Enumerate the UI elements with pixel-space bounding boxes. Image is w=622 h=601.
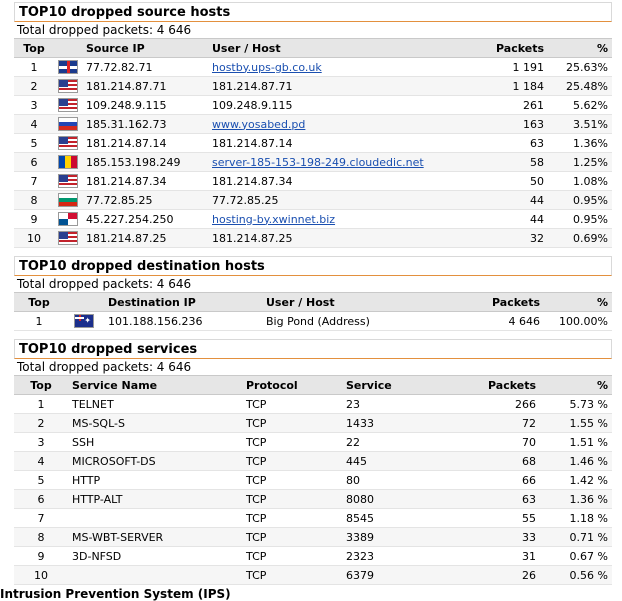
packet-count: 72 [460, 414, 540, 433]
packet-count: 261 [472, 96, 548, 115]
services-section [14, 339, 612, 585]
host-link[interactable]: hosting-by.xwinnet.biz [212, 212, 336, 226]
service-name: SSH [68, 433, 242, 452]
source-ip: 181.214.87.71 [82, 77, 208, 96]
service-name: MS-SQL-S [68, 414, 242, 433]
protocol: TCP [242, 452, 342, 471]
host-cell [208, 115, 472, 134]
packet-count: 163 [472, 115, 548, 134]
host-cell [208, 210, 472, 229]
rank: 4 [14, 452, 68, 471]
flag-au-icon [74, 314, 94, 328]
service-name: 3D-NFSD [68, 547, 242, 566]
source-ip: 181.214.87.34 [82, 172, 208, 191]
rank: 6 [14, 153, 54, 172]
col-percent: % [540, 376, 612, 395]
service-port: 23 [342, 395, 460, 414]
service-name: HTTP [68, 471, 242, 490]
table-row [14, 96, 612, 115]
percent: 3.51% [548, 115, 612, 134]
service-port: 3389 [342, 528, 460, 547]
col-destination-ip: Destination IP [104, 293, 262, 312]
host-name: 109.248.9.115 [208, 96, 472, 115]
table-header-row [14, 376, 612, 395]
table-row [14, 191, 612, 210]
packet-count: 4 646 [438, 312, 544, 331]
percent: 1.36 % [540, 490, 612, 509]
percent: 1.42 % [540, 471, 612, 490]
rank: 2 [14, 77, 54, 96]
flag-cell [54, 77, 82, 96]
packet-count: 58 [472, 153, 548, 172]
service-port: 22 [342, 433, 460, 452]
flag-cell [64, 312, 104, 331]
services-table [14, 375, 612, 585]
service-port: 8545 [342, 509, 460, 528]
table-header-row [14, 39, 612, 58]
flag-us-icon [58, 136, 78, 150]
packet-count: 63 [472, 134, 548, 153]
percent: 1.36% [548, 134, 612, 153]
table-row [14, 452, 612, 471]
service-port: 8080 [342, 490, 460, 509]
table-row [14, 77, 612, 96]
rank: 1 [14, 395, 68, 414]
host-name: 181.214.87.71 [208, 77, 472, 96]
host-link[interactable]: www.yosabed.pd [212, 117, 306, 131]
destination-hosts-table [14, 292, 612, 331]
col-top: Top [14, 293, 64, 312]
flag-cell [54, 210, 82, 229]
protocol: TCP [242, 509, 342, 528]
percent: 1.51 % [540, 433, 612, 452]
col-packets: Packets [472, 39, 548, 58]
percent: 1.18 % [540, 509, 612, 528]
packet-count: 66 [460, 471, 540, 490]
host-name: 181.214.87.34 [208, 172, 472, 191]
col-source-ip: Source IP [82, 39, 208, 58]
source-hosts-section [14, 2, 612, 248]
rank: 8 [14, 528, 68, 547]
percent: 0.71 % [540, 528, 612, 547]
percent: 0.67 % [540, 547, 612, 566]
packet-count: 33 [460, 528, 540, 547]
source-hosts-title: TOP10 dropped source hosts [14, 2, 612, 22]
rank: 3 [14, 433, 68, 452]
service-name [68, 566, 242, 585]
flag-cell [54, 229, 82, 248]
service-port: 6379 [342, 566, 460, 585]
table-row [14, 172, 612, 191]
host-cell [208, 58, 472, 77]
service-port: 2323 [342, 547, 460, 566]
percent: 1.46 % [540, 452, 612, 471]
flag-gb-icon [58, 60, 78, 74]
source-ip: 181.214.87.25 [82, 229, 208, 248]
percent: 5.73 % [540, 395, 612, 414]
percent: 1.08% [548, 172, 612, 191]
source-ip: 45.227.254.250 [82, 210, 208, 229]
destination-hosts-title: TOP10 dropped destination hosts [14, 256, 612, 276]
flag-bg-icon [58, 193, 78, 207]
table-row [14, 528, 612, 547]
table-row [14, 547, 612, 566]
flag-cell [54, 153, 82, 172]
rank: 3 [14, 96, 54, 115]
source-hosts-table [14, 38, 612, 248]
flag-us-icon [58, 79, 78, 93]
packet-count: 31 [460, 547, 540, 566]
table-row [14, 210, 612, 229]
table-row [14, 115, 612, 134]
percent: 0.69% [548, 229, 612, 248]
packet-count: 1 184 [472, 77, 548, 96]
rank: 7 [14, 172, 54, 191]
table-row [14, 153, 612, 172]
host-link[interactable]: hostby.ups-gb.co.uk [212, 60, 322, 74]
services-title: TOP10 dropped services [14, 339, 612, 359]
rank: 1 [14, 58, 54, 77]
flag-cell [54, 191, 82, 210]
destination-ip: 101.188.156.236 [104, 312, 262, 331]
source-total-packets: Total dropped packets: 4 646 [17, 23, 192, 37]
col-service-name: Service Name [68, 376, 242, 395]
percent: 0.95% [548, 191, 612, 210]
table-row [14, 312, 612, 331]
rank: 10 [14, 566, 68, 585]
flag-cell [54, 134, 82, 153]
packet-count: 63 [460, 490, 540, 509]
col-top: Top [14, 376, 68, 395]
packet-count: 70 [460, 433, 540, 452]
flag-us-icon [58, 174, 78, 188]
table-header-row [14, 293, 612, 312]
rank: 5 [14, 134, 54, 153]
destination-total-packets: Total dropped packets: 4 646 [17, 277, 192, 291]
source-ip: 77.72.82.71 [82, 58, 208, 77]
service-name: TELNET [68, 395, 242, 414]
table-row [14, 229, 612, 248]
flag-cell [54, 115, 82, 134]
col-percent: % [548, 39, 612, 58]
service-port: 80 [342, 471, 460, 490]
percent: 0.56 % [540, 566, 612, 585]
col-protocol: Protocol [242, 376, 342, 395]
rank: 9 [14, 547, 68, 566]
service-port: 1433 [342, 414, 460, 433]
flag-pa-icon [58, 212, 78, 226]
service-name: HTTP-ALT [68, 490, 242, 509]
rank: 7 [14, 509, 68, 528]
service-name [68, 509, 242, 528]
source-ip: 181.214.87.14 [82, 134, 208, 153]
packet-count: 50 [472, 172, 548, 191]
percent: 25.48% [548, 77, 612, 96]
host-name: Big Pond (Address) [262, 312, 438, 331]
protocol: TCP [242, 433, 342, 452]
source-ip: 185.153.198.249 [82, 153, 208, 172]
service-port: 445 [342, 452, 460, 471]
protocol: TCP [242, 490, 342, 509]
packet-count: 44 [472, 191, 548, 210]
rank: 6 [14, 490, 68, 509]
rank: 9 [14, 210, 54, 229]
percent: 25.63% [548, 58, 612, 77]
percent: 0.95% [548, 210, 612, 229]
source-ip: 185.31.162.73 [82, 115, 208, 134]
service-name: MS-WBT-SERVER [68, 528, 242, 547]
source-ip: 109.248.9.115 [82, 96, 208, 115]
service-name: MICROSOFT-DS [68, 452, 242, 471]
rank: 2 [14, 414, 68, 433]
flag-md-icon [58, 155, 78, 169]
table-row [14, 58, 612, 77]
col-percent: % [544, 293, 612, 312]
table-row [14, 509, 612, 528]
rank: 1 [14, 312, 64, 331]
rank: 5 [14, 471, 68, 490]
footer-section-title: Intrusion Prevention System (IPS) [0, 587, 231, 601]
protocol: TCP [242, 395, 342, 414]
packet-count: 55 [460, 509, 540, 528]
packet-count: 266 [460, 395, 540, 414]
host-link[interactable]: server-185-153-198-249.cloudedic.net [212, 155, 424, 169]
host-cell [208, 153, 472, 172]
col-user-host: User / Host [208, 39, 472, 58]
flag-ru-icon [58, 117, 78, 131]
col-service: Service [342, 376, 460, 395]
col-packets: Packets [460, 376, 540, 395]
table-row [14, 566, 612, 585]
packet-count: 44 [472, 210, 548, 229]
table-row [14, 490, 612, 509]
table-row [14, 134, 612, 153]
host-name: 77.72.85.25 [208, 191, 472, 210]
host-name: 181.214.87.25 [208, 229, 472, 248]
rank: 10 [14, 229, 54, 248]
flag-cell [54, 172, 82, 191]
rank: 4 [14, 115, 54, 134]
protocol: TCP [242, 566, 342, 585]
host-name: 181.214.87.14 [208, 134, 472, 153]
protocol: TCP [242, 471, 342, 490]
flag-us-icon [58, 231, 78, 245]
percent: 1.25% [548, 153, 612, 172]
table-row [14, 414, 612, 433]
percent: 1.55 % [540, 414, 612, 433]
packet-count: 32 [472, 229, 548, 248]
table-row [14, 471, 612, 490]
col-top: Top [14, 39, 54, 58]
table-row [14, 433, 612, 452]
rank: 8 [14, 191, 54, 210]
protocol: TCP [242, 547, 342, 566]
percent: 5.62% [548, 96, 612, 115]
table-row [14, 395, 612, 414]
flag-us-icon [58, 98, 78, 112]
flag-cell [54, 96, 82, 115]
packet-count: 26 [460, 566, 540, 585]
protocol: TCP [242, 528, 342, 547]
flag-cell [54, 58, 82, 77]
packet-count: 68 [460, 452, 540, 471]
packet-count: 1 191 [472, 58, 548, 77]
col-packets: Packets [438, 293, 544, 312]
protocol: TCP [242, 414, 342, 433]
destination-hosts-section [14, 256, 612, 331]
services-total-packets: Total dropped packets: 4 646 [17, 360, 192, 374]
source-ip: 77.72.85.25 [82, 191, 208, 210]
col-user-host: User / Host [262, 293, 438, 312]
percent: 100.00% [544, 312, 612, 331]
